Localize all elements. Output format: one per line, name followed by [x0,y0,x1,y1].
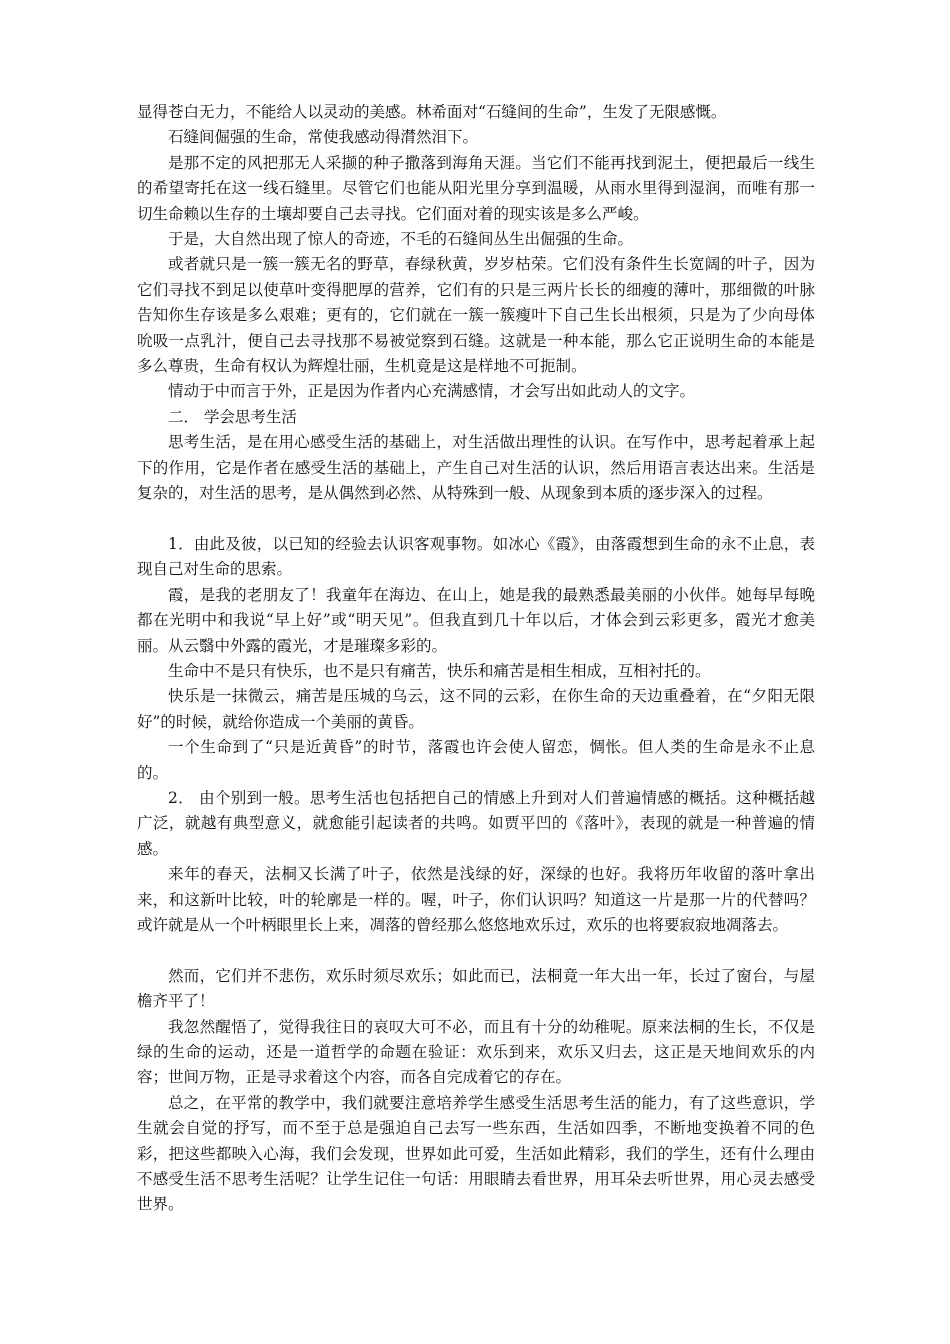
document-page [137,100,815,1218]
paragraph-quote-10: 然而，它们并不悲伤，欢乐时须尽欢乐；如此而已，法桐竟一年大出一年，长过了窗台，与屋檐齐平了！ [137,966,815,1011]
paragraph-point-2: 2． 由个别到一般。思考生活也包括把自己的情感上升到对人们普遍情感的概括。这种概括越广泛，就越有典型意义，就愈能引起读者的共鸣。如贾平凹的《落叶》，表现的就是一种普遍的情感。 [137,788,815,858]
section-heading: 二． 学会思考生活 [168,407,297,426]
paragraph-point-1: 1．由此及彼，以已知的经验去认识客观事物。如冰心《霞》，由落霞想到生命的永不止息，表现自己对生命的思索。 [137,534,815,579]
paragraph-quote-2: 是那不定的风把那无人采撷的种子撒落到海角天涯。当它们不能再找到泥土，便把最后一线生的希望寄托在这一线石缝里。尽管它们也能从阳光里分享到温暖，从雨水里得到湿润，而唯有那一切生命赖以生存的土壤却要自己去寻找。它们面对着的现实该是多么严峻。 [137,153,815,223]
paragraph-quote-11: 我忽然醒悟了，觉得我往日的哀叹大可不必，而且有十分的幼稚呢。原来法桐的生长，不仅是绿的生命的运动，还是一道哲学的命题在验证：欢乐到来，欢乐又归去，这正是天地间欢乐的内容；世间万物，正是寻求着这个内容，而各自完成着它的存在。 [137,1017,815,1087]
paragraph-section-intro: 思考生活，是在用心感受生活的基础上，对生活做出理性的认识。在写作中，思考起着承上起下的作用，它是作者在感受生活的基础上，产生自己对生活的认识，然后用语言表达出来。生活是复杂的，对生活的思考，是从偶然到必然、从特殊到一般、从现象到本质的逐步深入的过程。 [137,433,815,503]
paragraph-quote-7: 快乐是一抹微云，痛苦是压城的乌云，这不同的云彩，在你生命的天边重叠着，在“夕阳无限好”的时候，就给你造成一个美丽的黄昏。 [137,687,815,731]
paragraph-comment: 情动于中而言于外，正是因为作者内心充满感情，才会写出如此动人的文字。 [168,382,696,401]
paragraph-quote-1: 石缝间倔强的生命，常使我感动得潸然泪下。 [168,128,479,147]
paragraph-quote-3: 于是，大自然出现了惊人的奇迹，不毛的石缝间丛生出倔强的生命。 [168,230,634,249]
paragraph-quote-8: 一个生命到了“只是近黄昏”的时节，落霞也许会使人留恋，惆怅。但人类的生命是永不止息的。 [137,738,815,782]
paragraph-quote-5: 霞，是我的老朋友了！我童年在海边、在山上，她是我的最熟悉最美丽的小伙伴。她每早每晚都在光明中和我说“早上好”或“明天见”。但我直到几十年以后，才体会到云彩更多，霞光才愈美丽。从云翳中外露的霞光，才是璀璨多彩的。 [137,585,815,655]
paragraph-spacer [137,507,815,532]
paragraph-quote-4: 或者就只是一簇一簇无名的野草，春绿秋黄，岁岁枯荣。它们没有条件生长宽阔的叶子，因为它们寻找不到足以使草叶变得肥厚的营养，它们有的只是三两片长长的细瘦的薄叶，那细微的叶脉告知你生存该是多么艰难；更有的，它们就在一簇一簇瘦叶下自己生长出根须，只是为了少向母体吮吸一点乳汁，便自己去寻找那不易被觉察到石缝。这就是一种本能，那么它正说明生命的本能是多么尊贵，生命有权认为辉煌壮丽，生机竟是这是样地不可扼制。 [137,255,815,376]
paragraph-quote-9: 来年的春天，法桐又长满了叶子，依然是浅绿的好，深绿的也好。我将历年收留的落叶拿出来，和这新叶比较，叶的轮廓是一样的。喔，叶子，你们认识吗？知道这一片是那一片的代替吗？或许就是从一个叶柄眼里长上来，凋落的曾经那么悠悠地欢乐过，欢乐的也将要寂寂地凋落去。 [137,865,815,934]
paragraph-quote-6: 生命中不是只有快乐，也不是只有痛苦，快乐和痛苦是相生相成，互相衬托的。 [168,661,711,680]
paragraph-continued: 显得苍白无力，不能给人以灵动的美感。林希面对“石缝间的生命”，生发了无限感慨。 [137,103,727,121]
paragraph-spacer [137,938,815,963]
paragraph-conclusion: 总之，在平常的教学中，我们就要注意培养学生感受生活思考生活的能力，有了这些意识，学生就会自觉的抒写，而不至于总是强迫自己去写一些东西，生活如四季，不断地变换着不同的色彩，把这些都映入心海，我们会发现，世界如此可爱，生活如此精彩，我们的学生，还有什么理由不感受生活不思考生活呢？让学生记住一句话：用眼睛去看世界，用耳朵去听世界，用心灵去感受世界。 [137,1093,815,1214]
